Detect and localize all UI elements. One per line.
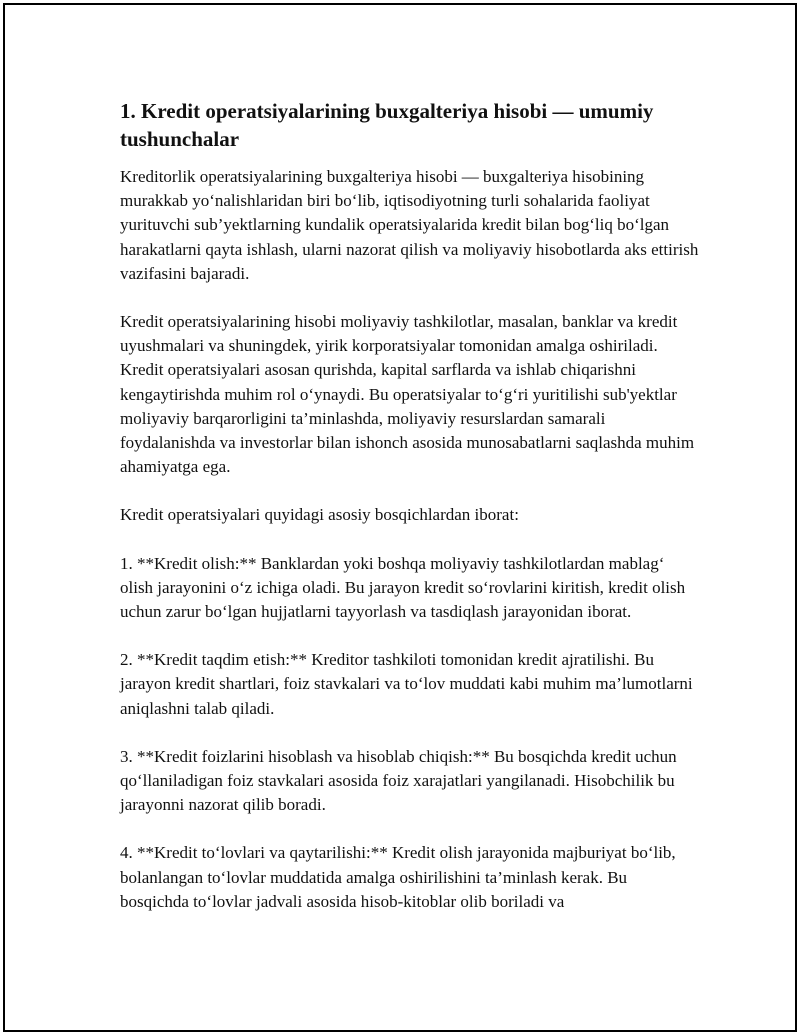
list-item-stage-2: 2. **Kredit taqdim etish:** Kreditor tashkiloti tomonidan kredit ajratilishi. Bu jarayon kredit shartlari, foiz stavkalari va to‘lov muddati kabi muhim ma’lumotlarni aniqlashni talab qiladi. [120,650,693,718]
paragraph-stages-intro: Kredit operatsiyalari quyidagi asosiy bosqichlardan iborat: [120,505,519,525]
list-item-stage-4: 4. **Kredit to‘lovlari va qaytarilishi:** Kredit olish jarayonida majburiyat bo‘lib, bolanlangan to‘lovlar muddatida amalga oshirilishini ta’minlash kerak. Bu bosqichda to‘lovlar jadvali asosida hisob-kitoblar olib boriladi va [120,843,676,911]
page-frame [3,3,797,1032]
paragraph-intro: Kreditorlik operatsiyalarining buxgalteriya hisobi — buxgalteriya hisobining murakkab yo‘nalishlaridan biri bo‘lib, iqtisodiyotning turli sohalarida faoliyat yurituvchi sub’yektlarning kundalik operatsiyalarida kredit bilan bog‘liq bo‘lgan harakatlarni qayta ishlash, ularni nazorat qilish va moliyaviy hisobotlarda aks ettirish vazifasini bajaradi. [120,167,699,283]
section-heading: 1. Kredit operatsiyalarining buxgalteriya hisobi — umumiy tushunchalar [120,99,654,151]
paragraph-credit-accounting: Kredit operatsiyalarining hisobi moliyaviy tashkilotlar, masalan, banklar va kredit uyushmalari va shuningdek, yirik korporatsiyalar tomonidan amalga oshiriladi. Kredit operatsiyalari asosan qurishda, kapital sarflarda va ishlab chiqarishni kengaytirishda muhim rol o‘ynaydi. Bu operatsiyalar to‘g‘ri yuritilishi sub'yektlar moliyaviy barqarorligini ta’minlashda, moliyaviy resurslardan samarali foydalanishda va investorlar bilan ishonch asosida munosabatlarni saqlashda muhim ahamiyatga ega. [120,312,695,477]
list-item-stage-1: 1. **Kredit olish:** Banklardan yoki boshqa moliyaviy tashkilotlardan mablag‘ olish jarayonini o‘z ichiga oladi. Bu jarayon kredit so‘rovlarini kiritish, kredit olish uchun zarur bo‘lgan hujjatlarni tayyorlash va tasdiqlash jarayonidan iborat. [120,553,686,622]
list-item-stage-3: 3. **Kredit foizlarini hisoblash va hisoblab chiqish:** Bu bosqichda kredit uchun qo‘llaniladigan foiz stavkalari asosida foiz xarajatlari yangilanadi. Hisobchilik bu jarayonni nazorat qilib boradi. [120,746,677,815]
document-body [120,97,700,938]
